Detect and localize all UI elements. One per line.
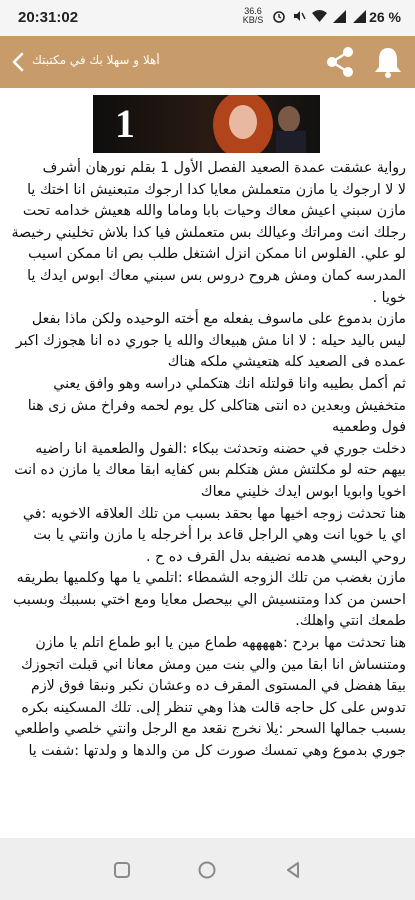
story-paragraph: لا لا ارجوك يا مازن متعملش معايا كدا ارجوك متبعنيش انا اختك يا مازن سبني اعيش معاك وحيات بابا وماما والله هعيش خدامه تحت رجلك انت ومراتك وعيالك بس متعملش فيا كدا بلاش تخليني رخيصة لو علي. الفلوس انا ممكن انزل اشتغل طلب بص انا ممكن اسيب المدرسه كمان ومش هروح دروس بس سبني معاك ابوس ايدك يا خويا . [11, 181, 406, 306]
story-paragraph: جوري بدموع وهي تمسك صورت كل من والدها و ولدتها :شفت يا [28, 743, 406, 760]
bell-icon[interactable] [370, 44, 406, 80]
story-paragraph: مازن بغضب من تلك الزوجه الشمطاء :اتلمي يا مها وكلميها بطريقه احسن من كدا ومتنسيش الي بيحصل معايا ومع اختي بسببك وبسبب طمعك انتي واهلك. [12, 570, 406, 630]
story-paragraph: دخلت جوري في حضنه وتحدثت ببكاء :الفول والطعمية انا راضيه بيهم حته لو مكلتش مش هتكلم بس كفايه ابقا معاك يا مازن ده انت اخويا وابويا ابوس ايدك خليني معاك [14, 440, 406, 500]
reader-content[interactable] [0, 88, 415, 838]
home-icon[interactable] [197, 860, 217, 880]
recent-apps-icon[interactable] [112, 860, 132, 880]
wifi-icon [312, 10, 327, 23]
battery-level: 26 % [369, 9, 401, 25]
story-paragraph: مازن بدموع على ماسوف يفعله مع أخته الوحيده ولكن ماذا بفعل ليس باليد حيله : لا انا مش هبيعاك والله يا جوري ده انا هجوزك اكبر عمده فى الصعيد كله هتعيشي ملكه هناك [15, 311, 406, 371]
story-paragraph: هنا تحدثت زوجه اخيها مها بحقد بسبب من تلك العلاقه الاخويه :في اي يا خويا انت وهي الراجل قاعد برا أخرجله يا مازن وانتي يا بت روحي البسي هدمه نضيفه بدل القرف ده ح . [22, 505, 406, 565]
signal-icon [333, 10, 347, 23]
system-nav-bar [0, 838, 415, 900]
chevron-left-icon[interactable] [6, 49, 32, 75]
story-text [0, 158, 415, 763]
status-time: 20:31:02 [18, 9, 79, 26]
back-icon[interactable] [283, 860, 303, 880]
banner-badge: 1 [115, 101, 135, 146]
story-paragraph: ثم أكمل بطيبه وانا قولتله انك هتكملي دراسه وهو وافق يعني متخفيش وبعدين ده انتى هتاكلى كل يوم لحمه وفراخ مش زى هنا فول وطعميه [27, 375, 406, 436]
status-bar [0, 0, 415, 36]
signal-icon-2 [353, 10, 367, 23]
story-paragraph: هنا تحدثت مها بردح :هههههه طماع مين يا ابو طماع اتلم يا مازن ومتنساش انا ابقا مين والي بنت مين ومش معانا اني قبلت اتجوزك بيقا هفضل في المستوى المقرف ده وعشان نكبر ونبقا فوق لازم تدوس على كل حاجه قالت هذا وهي تنظر إلى. تلك المسكينه بكره بسبب جمالها السحر :يلا نخرج نقعد مع الرجل وانتي خلصي واطلعي [14, 635, 406, 738]
story-title: رواية عشقت عمدة الصعيد الفصل الأول 1 بقلم نورهان أشرف [42, 160, 406, 176]
app-title: أهلا و سهلا بك في مكتبتك [32, 53, 160, 67]
app-bar [0, 36, 415, 88]
status-icons [240, 7, 367, 25]
alarm-icon [272, 9, 286, 23]
share-icon[interactable] [322, 44, 358, 80]
mute-icon [292, 9, 306, 23]
network-speed: 36.6 KB/S [242, 6, 264, 25]
story-banner-image [93, 95, 320, 153]
